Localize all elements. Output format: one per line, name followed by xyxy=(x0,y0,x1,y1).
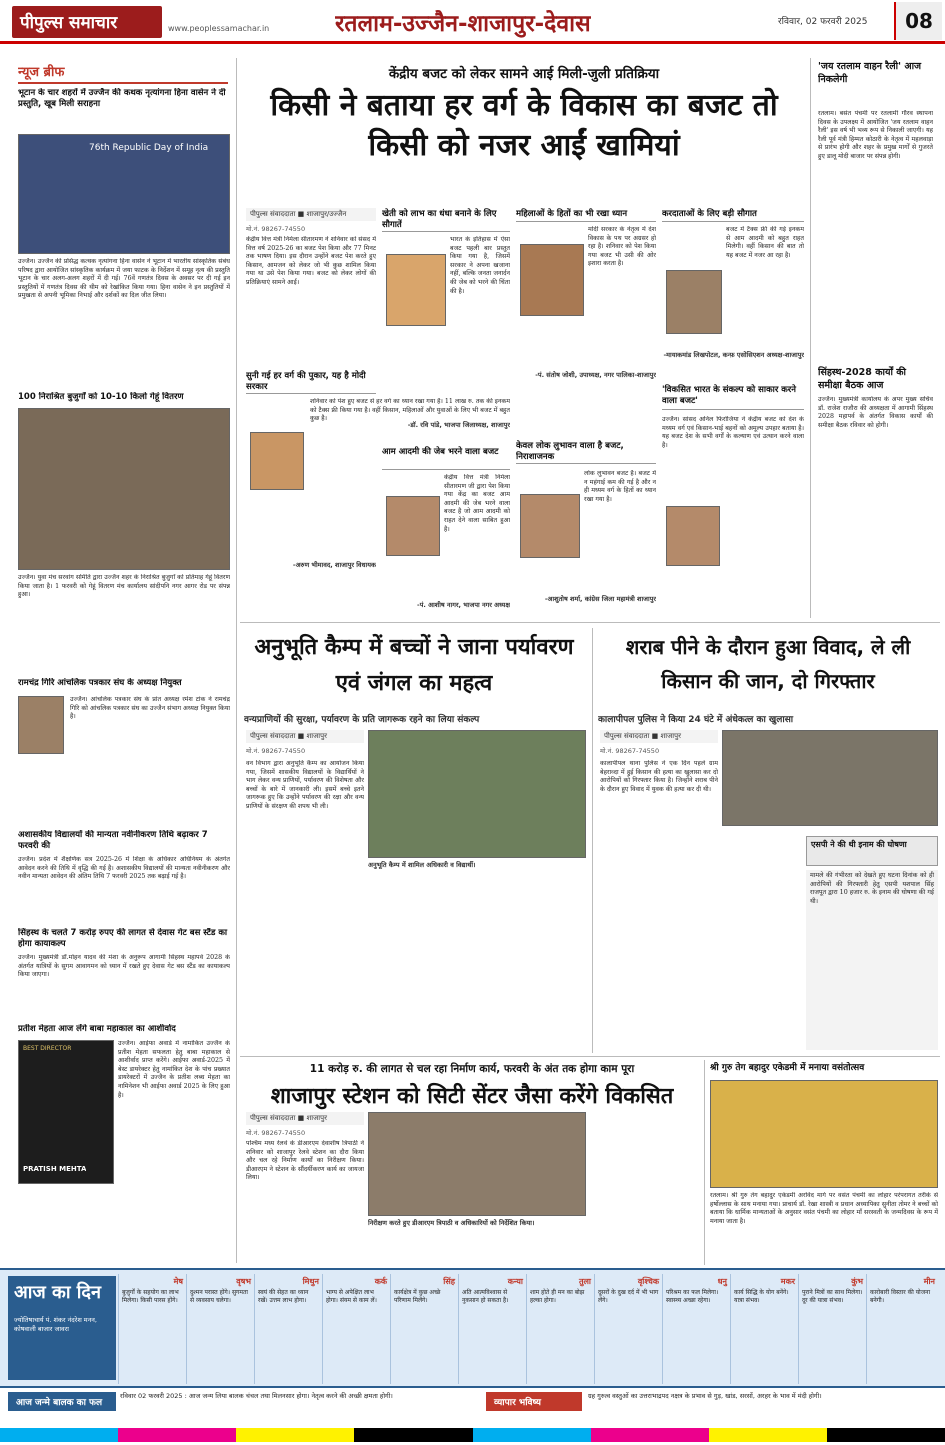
budget-sub4-heading: महिलाओं के हितों का भी रखा ध्यान xyxy=(516,208,656,222)
rashi-card[interactable] xyxy=(594,1274,662,1384)
footer-bar xyxy=(0,1386,945,1424)
camp-mobile: मो.नं. 98267-74550 xyxy=(246,747,306,755)
section-divider xyxy=(240,622,940,623)
rashi-text: पुराने मित्रों का साथ मिलेगा। दूर की यात्रा संभव। xyxy=(802,1289,863,1304)
rashi-text: दूसरों के दुख दर्द में भी भाग लेंगे। xyxy=(598,1289,659,1304)
station-photo xyxy=(368,1112,586,1216)
budget-sub3-body: केंद्रीय वित्त मंत्री निर्मला सीतारमण जी द्वारा पेश किया गया केंद्र का बजट आम आदमी की जेब भरने वाला बजट है जो आम आदमी को राहत देने वाला साबित हुआ है। xyxy=(444,474,510,533)
rashi-text: अति आत्मविश्वास से नुकसान हो सकता है। xyxy=(462,1289,509,1304)
print-color-strip xyxy=(0,1428,945,1442)
reward-box-title: एसपी ने की थी इनाम की घोषणा xyxy=(806,836,938,866)
budget-sub7-body: उज्जैन। सांसद अनिल फिरोजिया ने केंद्रीय बजट को देश के मध्यम वर्ग एवं किसान-भाई बहनों को अमूल्य उपहार बताया है। यह बजट देश के सभी वर्गों के कल्याण एवं उत्थान करने वाला है। xyxy=(662,416,804,449)
rashi-text: कारोबारी विस्तार की योजना बनेगी। xyxy=(870,1289,931,1304)
station-body: पश्चिम मध्य रेलवे के डीआरएम देवाशीष त्रिपाठी ने शनिवार को शाजापुर रेलवे स्टेशन का दौरा किया और चल रहे निर्माण कार्यों का निरीक्षण किया। डीआरएम ने स्टेशन के सौंदर्यीकरण कार्य का जायजा लिया। xyxy=(246,1140,364,1182)
astrologer-name: ज्योतिषाचार्य पं. शंकर नंदरेश मनन, कोषवाली बाजार जावरा xyxy=(14,1316,97,1333)
rashi-text: बुजुर्गों के सहयोग का लाभ मिलेगा। किसी पारस होंगे। xyxy=(122,1289,179,1304)
police-photo xyxy=(722,730,938,826)
budget-byline: पीपुल्स संवाददाता ■ शाजापुर/उज्जैन xyxy=(246,208,376,221)
budget-sub6-body: बजट में टैक्स फ्री की गई इनकम से आम आदमी को बहुत राहत मिलेगी। वहीं किसान की बात तो यह बजट में नजर आ रहा है। xyxy=(726,226,804,259)
budget-sub5-author: -आशुतोष शर्मा, कांग्रेस जिला महामंत्री शाजापुर xyxy=(544,595,656,603)
rashi-name: कुंभ xyxy=(851,1277,863,1286)
brief-2-body: उज्जैन। युवा मंच सरवांग समिति द्वारा उज्जैन शहर के निराश्रित बुजुर्गों को प्रतिमाह गेहूं वितरण किया जाता है। 1 फरवरी को गेहूं वितरण मंच कार्यालय सांदीपनि नगर आगर रोड पर संपन्न हुआ। xyxy=(18,574,230,599)
rashi-text: कार्य सिद्धि के योग बनेंगे। यात्रा संभव। xyxy=(734,1289,789,1304)
brief-4-headline[interactable]: अशासकीय विद्यालयों की मान्यता नवीनीकरण तिथि बढ़ाकर 7 फरवरी की xyxy=(18,830,208,851)
rashi-name: वृषभ xyxy=(236,1277,251,1286)
budget-headline[interactable]: किसी ने बताया हर वर्ग के विकास का बजट तो किसी को नजर आईं खामियां xyxy=(270,88,778,163)
brief-6-headline[interactable]: प्रतीश मेहता आज लेंगे बाबा महाकाल का आशीर्वाद xyxy=(18,1024,176,1034)
budget-sub1-author: -अरुण भीमावद, शाजापुर विधायक xyxy=(292,561,376,569)
brief-1-headline[interactable]: भूटान के चार शहरों में उज्जैन की कथक नृत्यांगना हिना वासेन ने दी प्रस्तुति, खूब मिली सराहना xyxy=(18,88,226,109)
director-photo xyxy=(18,1040,114,1184)
page-number: 08 xyxy=(894,2,942,40)
crime-byline: पीपुल्स संवाददाता ■ शाजापुर xyxy=(600,730,718,743)
business-text: ग्रह गुरुत्व वस्तुओं का उत्तराभाद्रपद नक्षत्र के प्रभाव से गुड़, खांड, सरसों, अरहर के भाव में मंदी होगी। xyxy=(588,1392,822,1400)
masthead xyxy=(0,0,945,44)
rashi-text: भाग्य से अपेक्षित लाभ होगा। संयम से काम लें। xyxy=(326,1289,377,1304)
rashi-card[interactable] xyxy=(730,1274,798,1384)
issue-date: रविवार, 02 फरवरी 2025 xyxy=(778,17,868,27)
mp-photo xyxy=(666,506,720,566)
business-badge: व्यापार भविष्य xyxy=(486,1392,582,1411)
brief-2-headline[interactable]: 100 निराश्रित बुजुर्गों को 10-10 किलो गेहूं वितरण xyxy=(18,392,184,402)
vice-president-photo xyxy=(520,244,584,316)
column-divider xyxy=(592,628,593,1053)
rashi-name: मीन xyxy=(923,1277,935,1286)
budget-sub6-heading: करदाताओं के लिए बड़ी सौगात xyxy=(662,208,804,222)
rashi-name: कन्या xyxy=(507,1277,523,1286)
horoscope-title-box xyxy=(8,1276,116,1380)
director-name: PRATISH MEHTA xyxy=(23,1165,87,1173)
station-kicker: 11 करोड़ रु. की लागत से चल रहा निर्माण कार्य, फरवरी के अंत तक होगा काम पूरा xyxy=(309,1063,635,1075)
award-badge: BEST DIRECTOR xyxy=(23,1045,72,1052)
budget-mobile: मो.नं. 98267-74550 xyxy=(246,225,306,233)
rashi-card[interactable] xyxy=(118,1274,186,1384)
budget-lead: केंद्रीय वित्त मंत्री निर्मला सीतारमण ने शनिवार को संसद में वित्त वर्ष 2025-26 का बजट पेश किया और 77 मिनट तक भाषण दिया। इस दौरान उन्होंने बजट पेश करते हुए किसान, आमजन को लेकर जो भी कुछ शामिल किया गया था उसे पेश किया गया। बजट को लेकर लोगों की प्रतिक्रियाएं सामने आईं। xyxy=(246,236,376,286)
rashi-card[interactable] xyxy=(662,1274,730,1384)
bjp-president-photo xyxy=(386,254,446,326)
reward-box-body: मामले की गंभीरता को देखते हुए घटना दिनांक को ही आरोपियों की गिरफ्तारी हेतु एसपी यशपाल सिंह राजपूत द्वारा 10 हजार रु. के इनाम की घोषणा की गई थी। xyxy=(806,870,938,1050)
budget-sub3-author: -पं. आशीष नागर, भाजपा नगर अध्यक्ष xyxy=(417,601,510,609)
rashi-text: शाम होते ही मन का बोझ हल्का होगा। xyxy=(530,1289,585,1304)
budget-sub2-heading: खेती को लाभ का धंधा बनाने के लिए सौगातें xyxy=(382,208,510,232)
camp-byline: पीपुल्स संवाददाता ■ शाजापुर xyxy=(246,730,364,743)
photo-caption: 76th Republic Day of India xyxy=(89,143,209,153)
vasant-photo xyxy=(710,1080,938,1188)
rashi-card[interactable] xyxy=(254,1274,322,1384)
tax-advisor-photo xyxy=(666,270,722,334)
wheat-distribution-photo xyxy=(18,408,230,570)
brief-3-headline[interactable]: रामचंद्र गिरि आंचलिक पत्रकार संघ के अध्यक्ष नियुक्त xyxy=(18,678,182,688)
crime-deck: कालापीपल पुलिस ने किया 24 घंटे में अंधेकत्ल का खुलासा xyxy=(598,715,794,725)
section-divider xyxy=(240,1056,940,1057)
website-link[interactable]: www.peoplessamachar.in xyxy=(168,24,270,33)
portrait-photo xyxy=(18,696,64,754)
crime-body: कालापीपल थाना पुलिस ने एक दिन पहले ग्राम बेहराव्दा में हुई किसान की हत्या का खुलासा कर दो आरोपियों को गिरफ्तार किया है। जिन्होंने शराब पीने के दौरान हुए विवाद में युवक की हत्या कर दी थी। xyxy=(600,760,718,793)
rally-body: रतलाम। बसंत पंचमी पर रतलामी गौरव स्थापना दिवस के उपलक्ष्य में आयोजित 'जय रतलाम वाहन रैली' इस वर्ष भी भव्य रूप से निकाली जाएगी। यह रैली पूर्व मंत्री हिम्मत कोठारी के नेतृत्व में महलवाड़ा से प्रारंभ होगी और शहर के प्रमुख मार्गों से गुजरते हुए डालू मोदी बाजार पर संपन्न होगी। xyxy=(818,110,933,160)
budget-sub3-heading: आम आदमी की जेब भरने वाला बजट xyxy=(382,446,510,470)
station-mobile: मो.नं. 98267-74550 xyxy=(246,1129,306,1137)
newspaper-logo[interactable]: पीपुल्स समाचार xyxy=(12,6,162,38)
column-divider xyxy=(704,1060,705,1265)
rashi-text: स्वयं की सेहत का ध्यान रखें। उत्तम लाभ होगा। xyxy=(258,1289,309,1304)
brief-5-body: उज्जैन। मुख्यमंत्री डॉ.मोहन यादव की मंशा के अनुरूप आगामी सिंहस्थ महापर्व 2028 के अंतर्गत यात्रियों के सुगम आवागमन को ध्यान में रखते हुए देवास गेट बस स्टैंड का कायाकल्प किया जाएगा। xyxy=(18,954,230,979)
dance-photo xyxy=(18,134,230,254)
rashi-card[interactable] xyxy=(526,1274,594,1384)
rashi-card[interactable] xyxy=(458,1274,526,1384)
rally-headline[interactable]: 'जय रतलाम वाहन रैली' आज निकलेगी xyxy=(818,61,922,85)
budget-sub2-author: -डॉ. रवि पांडे, भाजपा जिलाध्यक्ष, शाजापुर xyxy=(407,421,510,429)
congress-leader-photo xyxy=(520,494,580,558)
budget-kicker: केंद्रीय बजट को लेकर सामने आई मिली-जुली प्रतिक्रिया xyxy=(388,66,660,82)
rashi-text: दुश्मन परास्त होंगे। सुगमता से व्यवसाय चलेगा। xyxy=(190,1289,248,1304)
rashi-name: तुला xyxy=(578,1277,591,1286)
budget-sub1-heading: सुनी गई हर वर्ग की पुकार, यह है मोदी सरकार xyxy=(246,370,376,394)
birth-text: रविवार 02 फरवरी 2025 : आज जन्म लिया बालक चंचल तथा मिलनसार होगा। नेतृत्व करने की अच्छी क्षमता होगी। xyxy=(120,1392,393,1400)
edition-title: रतलाम-उज्जैन-शाजापुर-देवास xyxy=(335,11,591,37)
vasant-body: रतलाम। श्री गुरु तेग बहादुर एकेडमी अरविंद मार्ग पर वसंत पंचमी का लोहार परंपरागत तरीके से हर्षोल्लास के साथ मनाया गया। प्राचार्य डॉ. रेखा शास्त्री व प्रधान अध्यापिका सुनीता तोमर ने बच्चों को बताया कि धार्मिक मान्यताओं के अनुसार वसंत पंचमी का लोहार माँ सरस्वती के जन्मदिवस के रूप में मनाया जाता है। xyxy=(710,1192,938,1225)
rashi-card[interactable] xyxy=(798,1274,866,1384)
rashi-card[interactable] xyxy=(866,1274,938,1384)
station-body-cont xyxy=(590,1112,698,1262)
rashi-name: वृश्चिक xyxy=(637,1277,659,1286)
brief-5-headline[interactable]: सिंहस्थ के चलते 7 करोड़ रुपए की लागत से देवास गेट बस स्टैंड का होगा कायाकल्प xyxy=(18,928,228,949)
rashi-name: कर्क xyxy=(374,1277,387,1286)
simhastha-headline[interactable]: सिंहस्थ-2028 कार्यों की समीक्षा बैठक आज xyxy=(818,367,906,391)
budget-sub2-body: भारत के इतिहास में ऐसा बजट पहली बार प्रस्तुत किया गया है, जिसमें सरकार ने अपना खजाना नहीं, बल्कि जनता जनार्दन की जेब को भरने की चिंता की है। xyxy=(450,236,510,295)
simhastha-body: उज्जैन। मुख्यमंत्री कार्यालय के अपर मुख्य सचिव डॉ. राजेश राजौरा की अध्यक्षता में आगामी सिंहस्थ 2028 महापर्व के अंतर्गत विकास कार्यों की समीक्षा बैठक रविवार को होगी। xyxy=(818,396,933,429)
crime-headline[interactable]: शराब पीने के दौरान हुआ विवाद, ले ली किसान की जान, दो गिरफ्तार xyxy=(625,635,911,693)
vasant-headline[interactable]: श्री गुरु तेग बहादुर एकेडमी में मनाया वसंतोत्सव xyxy=(710,1063,865,1073)
column-divider xyxy=(236,58,237,1263)
camp-photo xyxy=(368,730,586,858)
rashi-name: मिथुन xyxy=(302,1277,319,1286)
camp-photo-caption: अनुभूति कैम्प में शामिल अधिकारी व विद्यार्थी। xyxy=(368,861,476,869)
camp-body-cont xyxy=(368,872,586,1050)
mla-photo xyxy=(250,432,304,490)
brief-3-body: उज्जैन। आंचलिक पत्रकार संघ के प्रांत अध्यक्ष रमेश टांक ने रामचंद्र गिरि को आंचलिक पत्रकार संघ का उज्जैन संभाग अध्यक्ष नियुक्त किया है। xyxy=(70,696,230,721)
city-president-photo xyxy=(386,496,440,556)
budget-sub1-body: शनिवार को पेश हुए बजट से हर वर्ग का ध्यान रखा गया है। 11 लाख रु. तक की इनकम को टैक्स फ्री किया गया है। वहीं किसान, महिलाओं और युवाओं के लिए भी बजट में बहुत कुछ है। xyxy=(310,398,510,423)
brief-4-body: उज्जैन। प्रदेश में शैक्षणिक सत्र 2025-26 में शिक्षा के अधिकार अधिनियम के अंतर्गत आवेदन करने की तिथि में वृद्धि की गई है। अशासकीय विद्यालयों की मान्यता नवीनीकरण और नवीन मान्यता आवेदन की अंतिम तिथि 7 फरवरी 2025 तक बढ़ाई गई है। xyxy=(18,856,230,881)
birth-badge: आज जन्मे बालक का फल xyxy=(8,1392,116,1411)
budget-sub4-body: मोदी सरकार के नेतृत्व में देश विकास के पथ पर अग्रसर हो रहा है। शनिवार को पेश किया गया बजट भी उसी की ओर इशारा करता है। xyxy=(588,226,656,268)
budget-sub7-heading: 'विकसित भारत के संकल्प को साकार करने वाला बजट' xyxy=(662,384,804,410)
camp-deck: वन्यप्राणियों की सुरक्षा, पर्यावरण के प्रति जागरूक रहने का लिया संकल्प xyxy=(244,715,480,725)
rashi-card[interactable] xyxy=(186,1274,254,1384)
rashi-name: मकर xyxy=(780,1277,795,1286)
rashi-card[interactable] xyxy=(322,1274,390,1384)
rashi-text: परिश्रम का फल मिलेगा। स्वास्थ्य अच्छा रहेगा। xyxy=(666,1289,719,1304)
rashi-card[interactable] xyxy=(390,1274,458,1384)
budget-sub4-author: -पं. संतोष जोशी, उपाध्यक्ष, नगर पालिका-शाजापुर xyxy=(535,371,656,379)
news-brief-label: न्यूज ब्रीफ xyxy=(18,62,228,84)
station-headline[interactable]: शाजापुर स्टेशन को सिटी सेंटर जैसा करेंगे विकसित xyxy=(270,1084,674,1109)
camp-headline[interactable]: अनुभूति कैम्प में बच्चों ने जाना पर्यावरण एवं जंगल का महत्व xyxy=(254,635,574,696)
rashi-name: मेष xyxy=(173,1277,183,1286)
station-photo-caption: निरीक्षण करते हुए डीआरएम त्रिपाठी व अधिकारियों को निर्देशित किया। xyxy=(368,1219,535,1227)
column-divider xyxy=(810,58,811,618)
brief-6-body: उज्जैन। आईफा अवार्ड में नामांकित उज्जैन के प्रतीश मेहता सफलता हेतु बाबा महाकाल से आशीर्वाद प्राप्त करेंगे। आईफा अवार्ड-2025 में बेस्ट डायरेक्टर हेतु नामांकित देश के पांच प्रख्यात डायरेक्टरों में उज्जैन के प्रतीश लब्ध मेहता का नामिनेशन भी आईफा अवार्ड 2025 के लिए हुआ है। xyxy=(118,1040,230,1099)
crime-mobile: मो.नं. 98267-74550 xyxy=(600,747,660,755)
brief-1-body: उज्जैन। उज्जैन की प्रसिद्ध कत्थक नृत्यांगना हिना वासेन ने भूटान में भारतीय सांस्कृतिक संबंध परिषद द्वारा आयोजित सांस्कृतिक कार्यक्रम में जया फाटक के निर्देशन में समूह नृत्य की प्रस्तुति भूटान के चार अलग-अलग शहरों में दी गई। 76वें गणतंत्र दिवस के अवसर पर दी गई इन प्रस्तुतियों में गणतंत्र दिवस की थीम को रेखांकित किया गया। हिना वासेन ने इन प्रस्तुतियों में प्रमुखता से अपनी भूमिका निभाई और दर्शकों का दिल जीत लिया। xyxy=(18,258,230,300)
station-byline: पीपुल्स संवाददाता ■ शाजापुर xyxy=(246,1112,364,1125)
camp-body: वन विभाग द्वारा अनुभूति कैम्प का आयोजन किया गया, जिसमें शासकीय विद्यालयों के विद्यार्थियों ने भाग लेकर वन्य प्राणियों, पर्यावरण की विशेषता और बच्चों के बारे में जानकारी ली। इसमें बच्चे इतने जागरूक हुए कि उन्होंने पर्यावरण की रक्षा और वन्य प्राणियों के संरक्षण की शपथ भी ली। xyxy=(246,760,364,810)
horoscope-title: आज का दिन xyxy=(14,1282,101,1303)
horoscope-bar xyxy=(0,1268,945,1386)
rashi-text: कार्यक्षेत्र में कुछ अच्छे परिणाम मिलेंगे। xyxy=(394,1289,441,1304)
budget-sub5-body: लोक लुभावन बजट है। बजट में न महंगाई कम की गई है और न ही मध्यम वर्ग के हितों का ध्यान रखा गया है। xyxy=(584,470,656,503)
budget-sub5-heading: केवल लोक लुभावन वाला है बजट, निराशाजनक xyxy=(516,440,656,464)
budget-sub6-author: -मायाकमांड लिखपोटल, कन्फ़ एसोसिएशन अध्यक्ष-शाजापुर xyxy=(663,351,804,359)
rashi-name: धनु xyxy=(717,1277,727,1286)
rashi-name: सिंह xyxy=(443,1277,455,1286)
